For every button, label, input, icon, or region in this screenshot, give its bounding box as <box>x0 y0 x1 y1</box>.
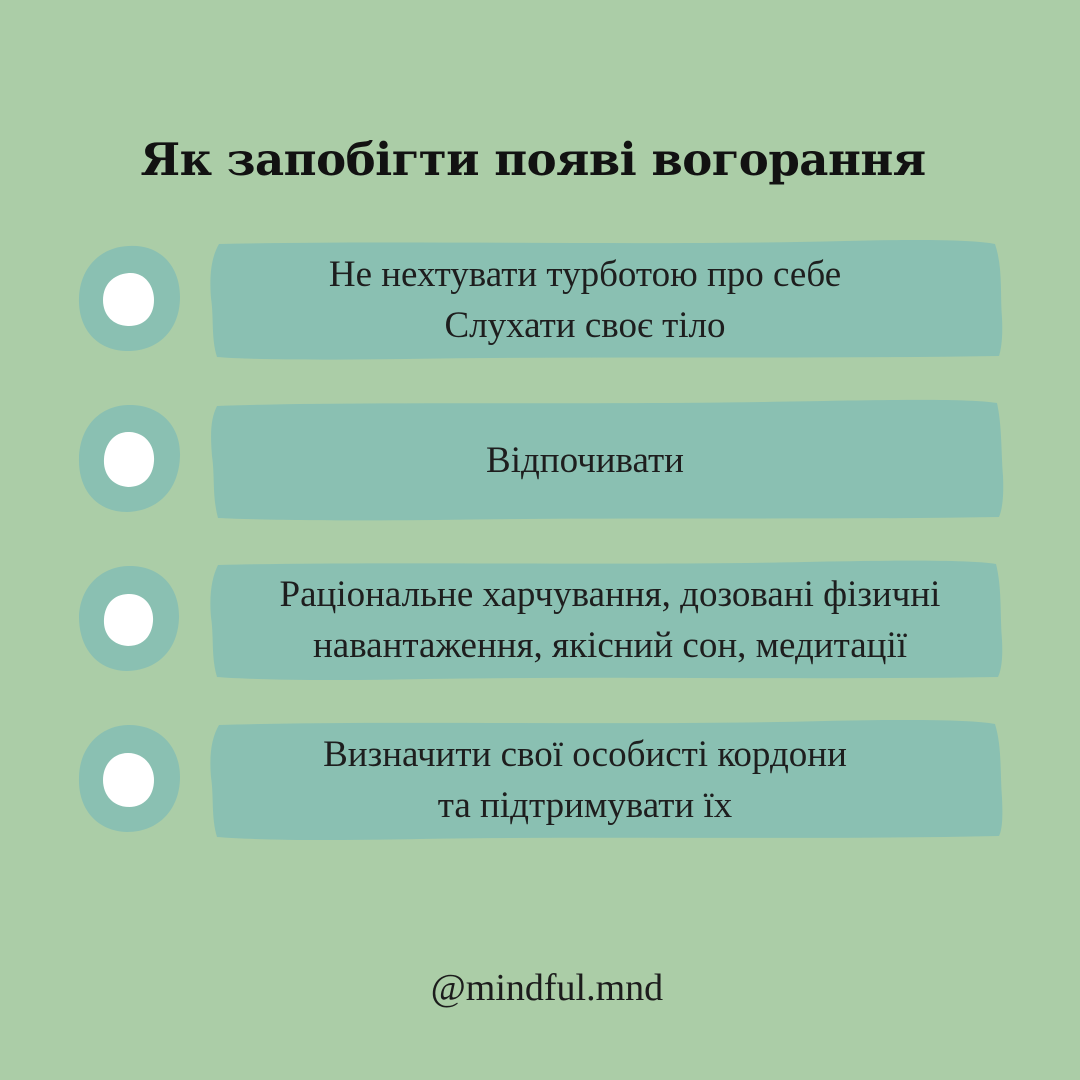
card <box>205 398 1007 526</box>
card <box>205 238 1007 366</box>
list-item <box>0 238 1080 368</box>
card <box>205 718 1007 846</box>
list-item <box>0 718 1080 848</box>
circle-bullet-icon <box>74 400 184 516</box>
card-text-line: Визначити свої особисті кордони <box>323 734 847 775</box>
card-text-line: Не нехтувати турботою про себе <box>328 254 842 295</box>
card-text-line: Відпочивати <box>486 439 684 481</box>
card <box>205 558 1007 686</box>
list-item <box>0 558 1080 688</box>
card-text-line: та підтримувати їх <box>437 785 733 826</box>
account-handle: @mindful.mnd <box>430 967 664 1009</box>
card-text-line: Раціональне харчування, дозовані фізичні <box>279 574 941 615</box>
circle-bullet-icon <box>74 240 184 356</box>
page-title: Як запобігти появі вогорання <box>140 133 926 186</box>
card-text-line: Слухати своє тіло <box>444 305 726 346</box>
circle-bullet-icon <box>74 560 184 676</box>
card-text-line: навантаження, якісний сон, медитації <box>312 625 908 666</box>
list-item <box>0 398 1080 528</box>
circle-bullet-icon <box>74 720 184 836</box>
